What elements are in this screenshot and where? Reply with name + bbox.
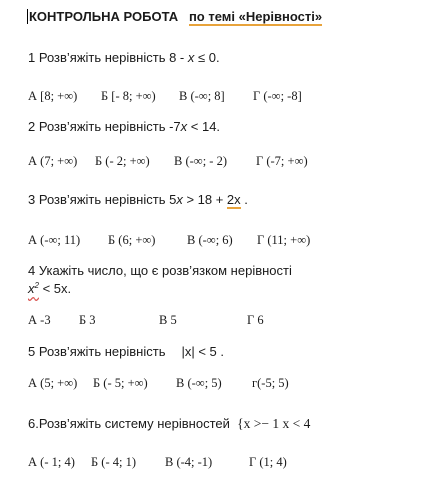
- task-1-option-b: Б [- 8; +∞): [101, 89, 156, 103]
- task-6-option-d: Г (1; 4): [249, 455, 287, 469]
- task-4-option-d: Г 6: [247, 313, 264, 327]
- task-1-options: [28, 88, 302, 104]
- task-2-prompt-text: 2 Розв’яжіть нерівність -7: [28, 119, 181, 134]
- task-4-option-a: А -3: [28, 313, 51, 327]
- title-main: КОНТРОЛЬНА РОБОТА: [29, 9, 179, 24]
- task-3-var: x: [176, 192, 183, 207]
- task-2-var: x: [180, 119, 188, 134]
- task-4-option-c: В 5: [159, 313, 177, 327]
- task-6-system-expression: {x >− 1 x < 4: [237, 416, 311, 431]
- task-4-option-b: Б 3: [79, 313, 96, 327]
- text-cursor: [27, 9, 28, 24]
- task-1-option-d: Г (-∞; -8]: [253, 89, 302, 103]
- task-4-prompt-text: 4 Укажіть число, що є розв’язком нерівності: [28, 263, 292, 278]
- task-1-prompt-end: ≤ 0.: [194, 50, 220, 65]
- task-3-option-d: Г (11; +∞): [257, 233, 311, 247]
- task-6-option-c: В (-4; -1): [165, 455, 213, 469]
- task-6-option-b: Б (- 4; 1): [91, 455, 137, 469]
- title-topic: по темі «Нерівності»: [188, 9, 323, 24]
- task-2-option-a: А (7; +∞): [28, 154, 78, 168]
- task-2-option-d: Г (-7; +∞): [256, 154, 308, 168]
- task-2-option-b: Б (- 2; +∞): [95, 154, 150, 168]
- task-4-options: [28, 312, 264, 328]
- task-2-options: [28, 153, 308, 169]
- task-5-option-a: А (5; +∞): [28, 376, 78, 390]
- task-2-option-c: В (-∞; - 2): [174, 154, 227, 168]
- task-5-prompt: [28, 344, 224, 360]
- task-5-option-c: В (-∞; 5): [176, 376, 222, 390]
- task-3-underlined-term: 2x: [226, 192, 241, 207]
- worksheet-title: [27, 9, 322, 25]
- task-6-options: [28, 454, 287, 470]
- task-6-prompt-text: 6.Розв’яжіть систему нерівностей: [28, 416, 230, 431]
- task-6-prompt: [28, 416, 310, 432]
- task-2-prompt-end: < 14.: [187, 119, 221, 134]
- task-3-prompt-text: 3 Розв’яжіть нерівність 5: [28, 192, 177, 207]
- task-1-option-c: В (-∞; 8]: [179, 89, 225, 103]
- task-4-var: [28, 281, 39, 296]
- task-3-prompt: [28, 192, 248, 208]
- task-5-option-d: г(-5; 5): [252, 376, 289, 390]
- task-5-expression: |x| < 5 .: [181, 344, 225, 359]
- task-4-prompt-expr: [28, 281, 71, 297]
- task-1-prompt-text: 1 Розв’яжіть нерівність 8 -: [28, 50, 188, 65]
- task-5-options: [28, 375, 289, 391]
- task-3-options: [28, 232, 310, 248]
- task-4-exponent: 2: [34, 281, 39, 290]
- task-4-prompt-end: < 5x.: [38, 281, 72, 296]
- task-3-option-b: Б (6; +∞): [108, 233, 156, 247]
- task-4-var-letter: x: [28, 281, 35, 296]
- task-5-option-b: Б (- 5; +∞): [93, 376, 148, 390]
- task-2-prompt: [28, 119, 220, 135]
- task-3-option-a: А (-∞; 11): [28, 233, 81, 247]
- task-3-prompt-end: .: [240, 192, 248, 207]
- task-5-prompt-text: 5 Розв’яжіть нерівність: [28, 344, 166, 359]
- task-1-prompt: [28, 50, 220, 66]
- task-6-option-a: А (- 1; 4): [28, 455, 75, 469]
- task-4-prompt: [28, 263, 292, 279]
- task-1-var: x: [187, 50, 195, 65]
- task-3-option-c: В (-∞; 6): [187, 233, 233, 247]
- task-1-option-a: А [8; +∞): [28, 89, 78, 103]
- task-3-prompt-mid: > 18 +: [182, 192, 227, 207]
